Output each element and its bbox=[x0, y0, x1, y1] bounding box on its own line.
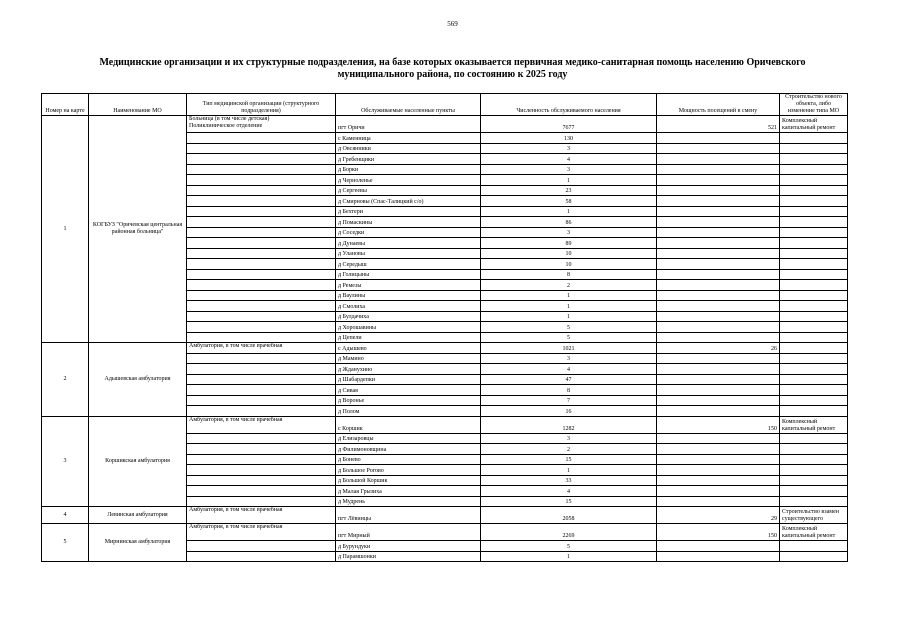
org-type: Амбулатория, в том числе врачебная bbox=[187, 343, 336, 354]
capacity: 150 bbox=[657, 524, 780, 541]
settlement: д Шабардепки bbox=[336, 374, 481, 385]
settlement: д Черноленье bbox=[336, 175, 481, 186]
capacity: 150 bbox=[657, 416, 780, 433]
population: 8 bbox=[481, 385, 657, 396]
population: 2058 bbox=[481, 507, 657, 524]
capacity: 26 bbox=[657, 343, 780, 354]
population: 58 bbox=[481, 196, 657, 207]
population: 47 bbox=[481, 374, 657, 385]
population: 1 bbox=[481, 551, 657, 562]
population: 4 bbox=[481, 364, 657, 375]
table-row bbox=[42, 507, 848, 524]
settlement: д Бонево bbox=[336, 454, 481, 465]
document-title bbox=[60, 57, 845, 81]
population: 15 bbox=[481, 454, 657, 465]
population: 1282 bbox=[481, 416, 657, 433]
settlement: д Большой Коршик bbox=[336, 475, 481, 486]
population: 7677 bbox=[481, 116, 657, 133]
population: 16 bbox=[481, 406, 657, 417]
population: 3 bbox=[481, 227, 657, 238]
org-type bbox=[187, 116, 336, 133]
title-line-1: Медицинские организации и их структурные подразделения, на базе которых оказывается первичная медико-санитарная помощь населению Оричевского bbox=[99, 57, 806, 68]
population: 5 bbox=[481, 322, 657, 333]
table-row bbox=[42, 524, 848, 541]
capacity: 29 bbox=[657, 507, 780, 524]
population: 130 bbox=[481, 133, 657, 144]
settlement: пгт Мирный bbox=[336, 524, 481, 541]
construction: Строительство взамен существующего bbox=[780, 507, 848, 524]
header-construction: Строительство нового объекта, либо изменение типа МО bbox=[780, 94, 848, 116]
settlement: д Соседки bbox=[336, 227, 481, 238]
settlement: д Мудрень bbox=[336, 496, 481, 507]
settlement: д Бехтери bbox=[336, 206, 481, 217]
org-type: Амбулатория, в том числе врачебная bbox=[187, 524, 336, 541]
org-type-line-2: Поликлиническое отделение bbox=[189, 123, 263, 129]
settlement: с Адышево bbox=[336, 343, 481, 354]
population: 1 bbox=[481, 206, 657, 217]
settlement: д Большое Рогово bbox=[336, 465, 481, 476]
settlement: д Сивая bbox=[336, 385, 481, 396]
org-type-line-1: Больница (в том числе детская) bbox=[189, 116, 270, 122]
population: 1021 bbox=[481, 343, 657, 354]
population: 3 bbox=[481, 143, 657, 154]
settlement: д Жданухино bbox=[336, 364, 481, 375]
header-mo-name: Наименование МО bbox=[89, 94, 187, 116]
capacity: 521 bbox=[657, 116, 780, 133]
settlement: д Борки bbox=[336, 164, 481, 175]
map-number: 4 bbox=[42, 507, 89, 524]
population: 86 bbox=[481, 217, 657, 228]
settlement: д Смирновы (Спас-Талицкий с/о) bbox=[336, 196, 481, 207]
mo-name: Коршикская амбулатория bbox=[89, 416, 187, 507]
settlement: пгт Оричи bbox=[336, 116, 481, 133]
population: 1 bbox=[481, 311, 657, 322]
population: 5 bbox=[481, 541, 657, 552]
settlement: д Улановы bbox=[336, 248, 481, 259]
settlement: д Овсянники bbox=[336, 143, 481, 154]
header-population: Численность обслуживаемого населения bbox=[481, 94, 657, 116]
settlement: д Филимоновщина bbox=[336, 444, 481, 455]
page-number: 569 bbox=[447, 20, 458, 28]
population: 4 bbox=[481, 154, 657, 165]
map-number: 5 bbox=[42, 524, 89, 562]
settlement: д Елизаровцы bbox=[336, 433, 481, 444]
header-map-number: Номер на карте bbox=[42, 94, 89, 116]
org-type: Амбулатория, в том числе врачебная bbox=[187, 507, 336, 524]
settlement: д Гребенщики bbox=[336, 154, 481, 165]
org-type: Амбулатория, в том числе врачебная bbox=[187, 416, 336, 433]
mo-name: КОГБУЗ "Оричевская центральная районная больница" bbox=[89, 116, 187, 343]
title-line-2: муниципального района, по состоянию к 2025 году bbox=[337, 69, 568, 80]
settlement: д Помаскины bbox=[336, 217, 481, 228]
construction: Комплексный капитальный ремонт bbox=[780, 116, 848, 133]
settlement: д Вороньe bbox=[336, 395, 481, 406]
construction: Комплексный капитальный ремонт bbox=[780, 416, 848, 433]
population: 3 bbox=[481, 353, 657, 364]
settlement: д Булдачиха bbox=[336, 311, 481, 322]
population: 15 bbox=[481, 496, 657, 507]
settlement: с Каменница bbox=[336, 133, 481, 144]
map-number: 1 bbox=[42, 116, 89, 343]
header-org-type: Тип медицинской организации (структурного подразделения) bbox=[187, 94, 336, 116]
settlement: д Хорошавины bbox=[336, 322, 481, 333]
mo-name: Левинская амбулатория bbox=[89, 507, 187, 524]
table-body bbox=[42, 116, 848, 562]
header-settlements: Обслуживаемые населенные пункты bbox=[336, 94, 481, 116]
settlement: д Середыш bbox=[336, 259, 481, 270]
population: 10 bbox=[481, 248, 657, 259]
settlement: д Бурундуки bbox=[336, 541, 481, 552]
construction bbox=[780, 343, 848, 354]
settlement: д Малая Грызиха bbox=[336, 486, 481, 497]
header-capacity: Мощность посещений в смену bbox=[657, 94, 780, 116]
population: 2269 bbox=[481, 524, 657, 541]
population: 4 bbox=[481, 486, 657, 497]
mo-name: Адышевская амбулатория bbox=[89, 343, 187, 417]
population: 7 bbox=[481, 395, 657, 406]
settlement: д Парамшонки bbox=[336, 551, 481, 562]
settlement: пгт Лёвинцы bbox=[336, 507, 481, 524]
population: 33 bbox=[481, 475, 657, 486]
settlement: д Ваулины bbox=[336, 290, 481, 301]
population: 5 bbox=[481, 332, 657, 343]
settlement: д Сергеевы bbox=[336, 185, 481, 196]
mo-name: Мирнинская амбулатория bbox=[89, 524, 187, 562]
population: 1 bbox=[481, 290, 657, 301]
population: 2 bbox=[481, 280, 657, 291]
settlement: с Коршик bbox=[336, 416, 481, 433]
settlement: д Мамино bbox=[336, 353, 481, 364]
map-number: 3 bbox=[42, 416, 89, 507]
population: 1 bbox=[481, 175, 657, 186]
table-row bbox=[42, 416, 848, 433]
population: 3 bbox=[481, 433, 657, 444]
settlement: д Ремезы bbox=[336, 280, 481, 291]
population: 89 bbox=[481, 238, 657, 249]
map-number: 2 bbox=[42, 343, 89, 417]
table-row bbox=[42, 343, 848, 354]
population: 3 bbox=[481, 164, 657, 175]
settlement: д Голицыны bbox=[336, 269, 481, 280]
construction: Комплексный капитальный ремонт bbox=[780, 524, 848, 541]
table-row bbox=[42, 116, 848, 133]
settlement: д Цепели bbox=[336, 332, 481, 343]
population: 1 bbox=[481, 301, 657, 312]
population: 2 bbox=[481, 444, 657, 455]
population: 23 bbox=[481, 185, 657, 196]
settlement: д Смолиха bbox=[336, 301, 481, 312]
medical-organizations-table bbox=[41, 93, 848, 562]
settlement: д Полом bbox=[336, 406, 481, 417]
population: 10 bbox=[481, 259, 657, 270]
population: 1 bbox=[481, 465, 657, 476]
settlement: д Дунаевы bbox=[336, 238, 481, 249]
population: 8 bbox=[481, 269, 657, 280]
